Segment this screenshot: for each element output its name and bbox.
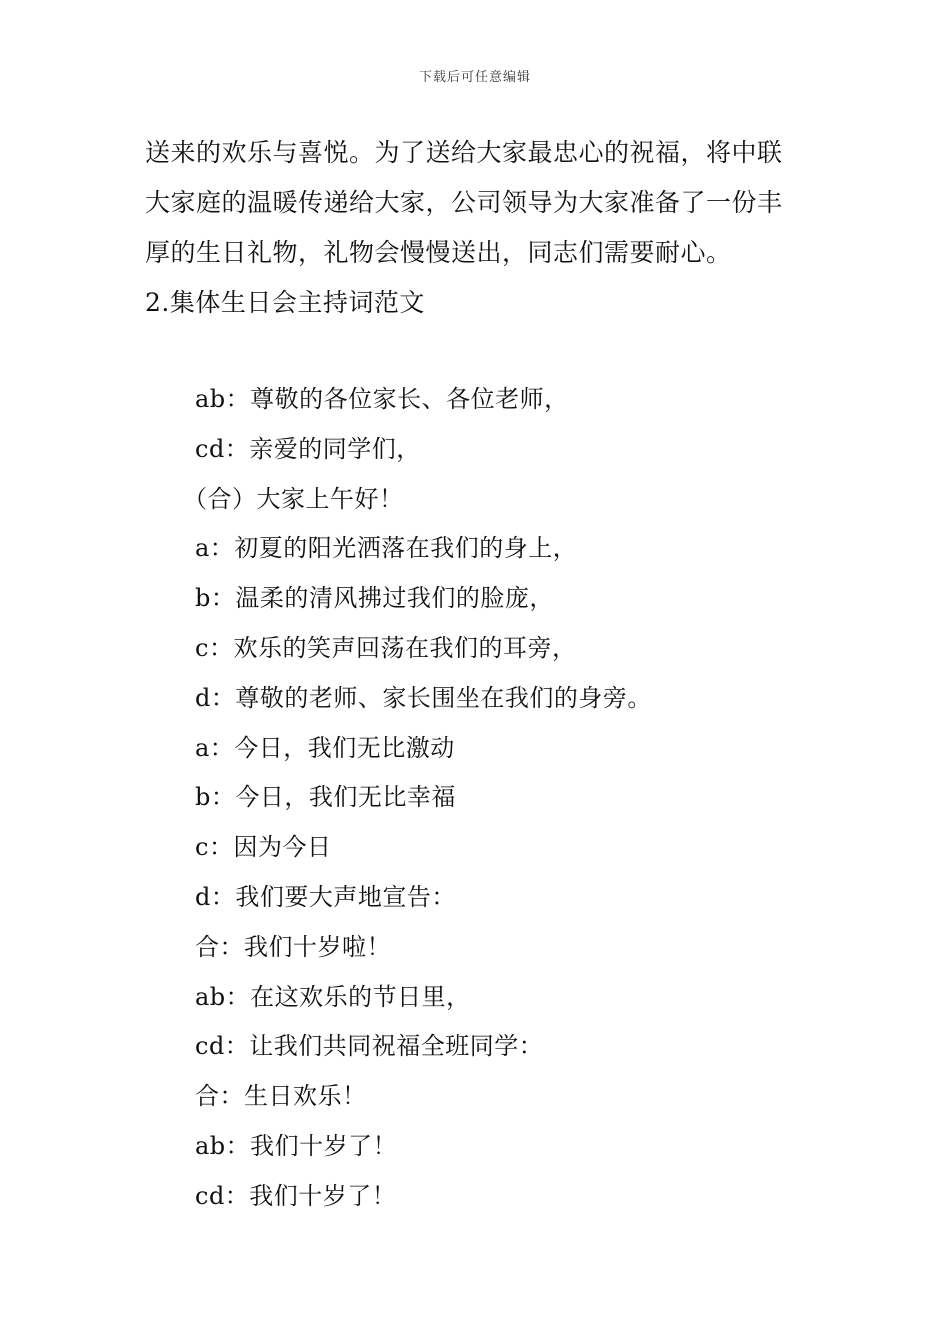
script-line: ab：我们十岁了！ [195, 1131, 398, 1160]
script-line: b：温柔的清风拂过我们的脸庞， [195, 584, 554, 613]
script-line: d：尊敬的老师、家长围坐在我们的身旁。 [195, 683, 652, 712]
script-line: （合）大家上午好！ [183, 484, 404, 513]
intro-paragraph [145, 128, 815, 328]
script-line: c：因为今日 [195, 833, 332, 862]
script-line: d：我们要大声地宣告： [195, 882, 456, 911]
paragraph-line: 大家庭的温暖传递给大家，公司领导为大家准备了一份丰 [145, 188, 783, 217]
script-line: cd：我们十岁了！ [195, 1181, 397, 1210]
page-header: 下载后可任意编辑 [418, 70, 531, 85]
script-line: a：今日，我们无比激动 [195, 733, 455, 762]
paragraph-line: 厚的生日礼物，礼物会慢慢送出，同志们需要耐心。 [145, 238, 732, 267]
script-line: b：今日，我们无比幸福 [195, 783, 456, 812]
script-line: 合：我们十岁啦！ [195, 932, 391, 961]
script-line: 合：生日欢乐！ [195, 1082, 367, 1111]
script-line: ab：在这欢乐的节日里， [195, 982, 471, 1011]
host-script [183, 375, 815, 1222]
script-line: cd：让我们共同祝福全班同学： [195, 1032, 544, 1061]
section-heading: 2.集体生日会主持词范文 [145, 288, 425, 317]
script-line: ab：尊敬的各位家长、各位老师， [195, 385, 569, 413]
script-line: c：欢乐的笑声回荡在我们的耳旁， [195, 633, 577, 662]
paragraph-line: 送来的欢乐与喜悦。为了送给大家最忠心的祝福，将中联 [145, 138, 783, 167]
script-line: cd：亲爱的同学们， [195, 434, 421, 463]
script-line: a：初夏的阳光洒落在我们的身上， [195, 534, 578, 563]
